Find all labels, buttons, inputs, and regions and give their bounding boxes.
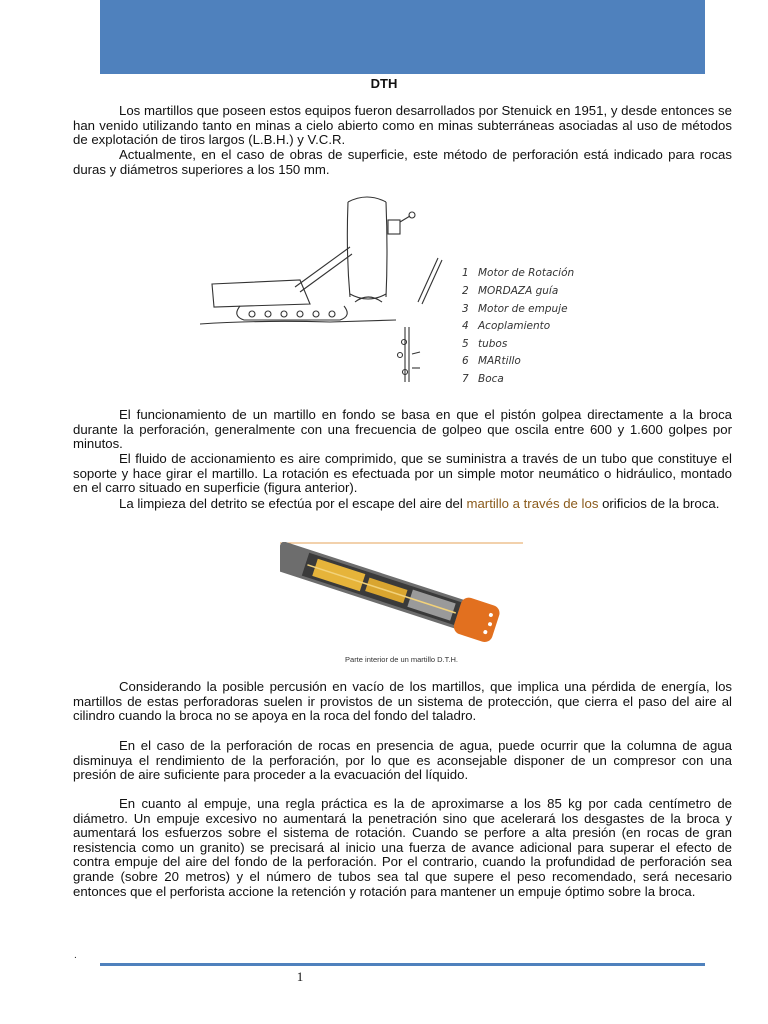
stray-mark: . (74, 950, 77, 961)
drill-rig-drawing (200, 197, 442, 382)
document-title: DTH (370, 76, 398, 91)
paragraph-3: El funcionamiento de un martillo en fondo se basa en que el pistón golpea directamente a la broca durante la perforación, generalmente con una frecuencia de golpeo que oscila entre 600 y 1.600 golpes por minutos. (73, 407, 732, 452)
legend-label-4: Acoplamiento (478, 320, 551, 332)
legend-num-3: 3 (462, 303, 469, 315)
paragraph-7: En el caso de la perforación de rocas en presencia de agua, puede ocurrir que la columna de agua disminuya el rendimiento de la perforación, por lo que es aconsejable disponer de un compresor con una presión de aire suficiente para proceder a la evacuación del líquido. (73, 738, 732, 783)
paragraph-5 (73, 497, 732, 512)
photo-caption: Parte interior de un martillo D.T.H. (345, 655, 458, 664)
paragraph-2: Actualmente, en el caso de obras de superficie, este método de perforación está indicado para rocas duras y diámetros superiores a los 150 mm. (73, 147, 732, 177)
hammer-cutaway-photo (280, 542, 523, 652)
legend-label-7: Boca (478, 373, 504, 385)
footer-rule (100, 963, 705, 966)
legend-label-3: Motor de empuje (478, 303, 568, 315)
legend-num-7: 7 (462, 373, 469, 385)
legend-num-2: 2 (462, 285, 469, 297)
legend-label-6: MARtillo (478, 355, 521, 367)
paragraph-1: Los martillos que poseen estos equipos fueron desarrollados por Stenuick en 1951, y desde entonces se han venido utilizando tanto en minas a cielo abierto como en minas subterráneas asociadas al uso de métodos de explotación de tiros largos (L.B.H.) y V.C.R. (73, 103, 732, 148)
header-band (100, 0, 705, 74)
paragraph-5-text-end: orificios de la broca. (598, 496, 720, 511)
legend-num-1: 1 (462, 267, 469, 279)
legend-label-5: tubos (478, 338, 508, 350)
drill-rig-sketch (200, 192, 600, 392)
paragraph-6: Considerando la posible percusión en vacío de los martillos, que implica una pérdida de energía, los martillos de estas perforadoras suelen ir provistos de un sistema de protección, que cierra el paso del aire al cilindro cuando la broca no se apoya en la roca del fondo del taladro. (73, 679, 732, 724)
page-number: 1 (296, 969, 304, 984)
legend-num-6: 6 (462, 355, 469, 367)
legend-label-1: Motor de Rotación (478, 267, 575, 279)
paragraph-8: En cuanto al empuje, una regla práctica es la de aproximarse a los 85 kg por cada centímetro de diámetro. Un empuje excesivo no aumentará la penetración sino que acelerará los desgastes de la broca y aumentará los esfuerzos sobre el sistema de rotación. Cuando se perfore a alta presión (en rocas de gran resistencia como un granito) se precisará al inicio una fuerza de avance adicional para superar el efecto de contra empuje del aire del fondo de la perforación. Por el contrario, cuando la profundidad de perforación sea grande (sobre 20 metros) y el número de tubos sea tal que supere el peso recomendado, será necesario entonces que el perforista accione la retención y rotación para mantener un empuje óptimo sobre la broca. (73, 796, 732, 899)
hammer-link[interactable]: martillo a través de los (466, 496, 599, 511)
legend-label-2: MORDAZA guía (478, 285, 559, 297)
paragraph-4: El fluido de accionamiento es aire comprimido, que se suministra a través de un tubo que constituye el soporte y hace girar el martillo. La rotación es efectuada por un simple motor neumático o hidráulico, montado en el carro situado en superficie (figura anterior). (73, 451, 732, 496)
legend-num-4: 4 (462, 320, 469, 332)
sketch-legend (462, 267, 574, 385)
legend-num-5: 5 (462, 338, 469, 350)
paragraph-5-text: La limpieza del detrito se efectúa por el escape del aire del (119, 496, 467, 511)
